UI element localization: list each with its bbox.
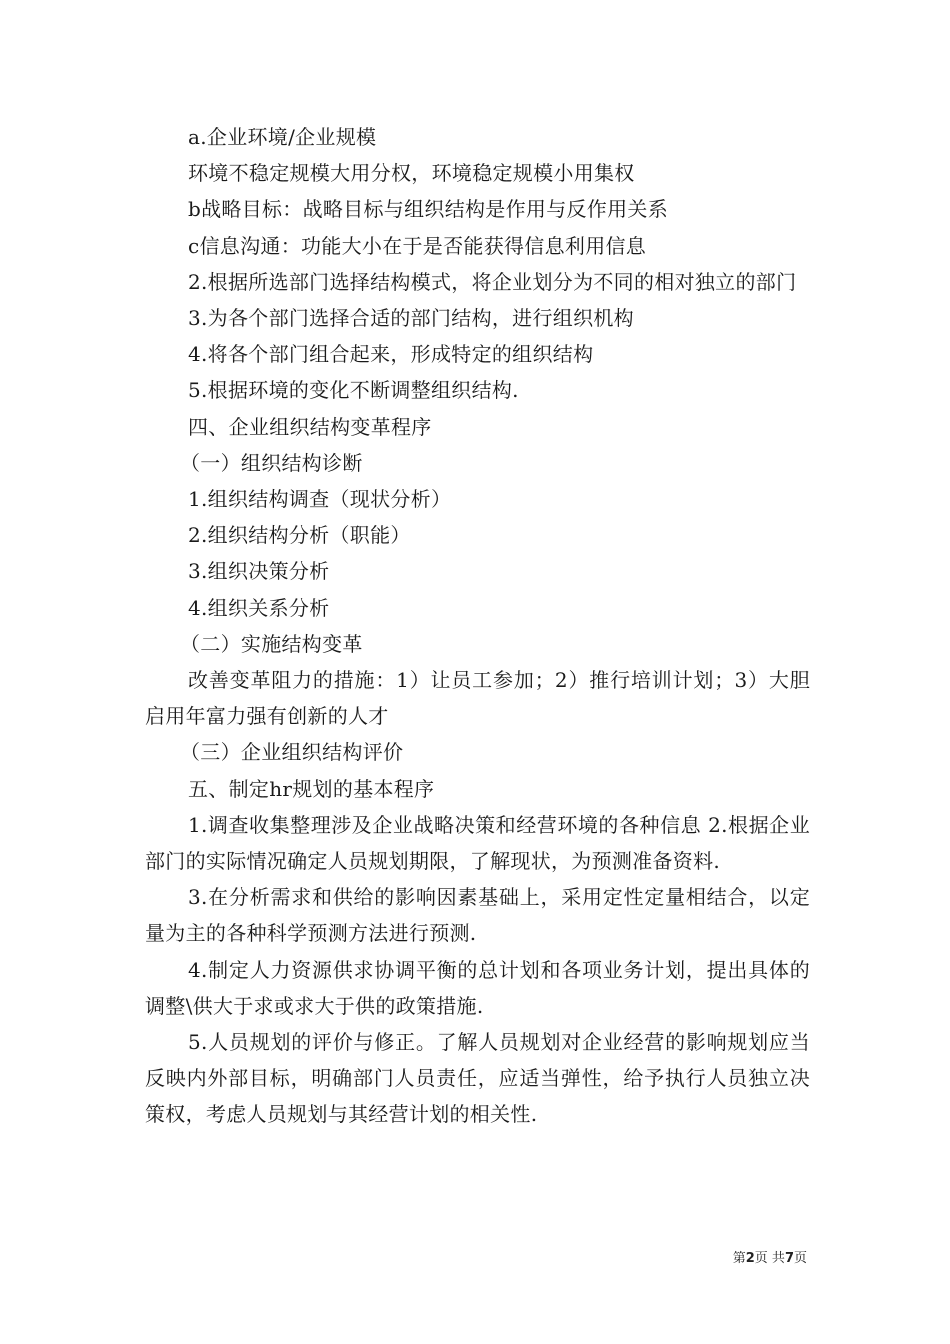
paragraph: （三）企业组织结构评价 [180,740,404,765]
paragraph: 3.组织决策分析 [188,559,330,584]
paragraph: （二）实施结构变革 [180,631,363,656]
page-footer [733,1247,807,1266]
paragraph: 4.将各个部门组合起来，形成特定的组织结构 [188,342,594,367]
footer-suffix: 页 [793,1251,807,1266]
paragraph: 3.在分析需求和供给的影响因素基础上，采用定性定量相结合，以定量为主的各种科学预测方法进行预测. [145,885,810,946]
paragraph: 1.调查收集整理涉及企业战略决策和经营环境的各种信息 2.根据企业部门的实际情况确定人员规划期限，了解现状，为预测准备资料. [145,812,810,874]
paragraph: 2.根据所选部门选择结构模式，将企业划分为不同的相对独立的部门 [188,269,797,294]
footer-middle: 页 共 [754,1251,785,1266]
footer-prefix: 第 [732,1251,746,1266]
paragraph: （一）组织结构诊断 [180,450,363,475]
paragraph: 环境不稳定规模大用分权，环境稳定规模小用集权 [188,161,635,186]
paragraph: c信息沟通：功能大小在于是否能获得信息利用信息 [188,233,647,258]
paragraph: a.企业环境/企业规模 [188,125,377,149]
paragraph: 改善变革阻力的措施：1）让员工参加；2）推行培训计划；3）大胆启用年富力强有创新的人才 [145,668,810,729]
paragraph: 2.组织结构分析（职能） [188,523,411,548]
paragraph: 4.组织关系分析 [188,595,330,620]
current-page-number: 2 [745,1251,755,1266]
paragraph: 5.人员规划的评价与修正。了解人员规划对企业经营的影响规划应当反映内外部目标，明确部门人员责任，应适当弹性，给予执行人员独立决策权，考虑人员规划与其经营计划的相关性. [145,1030,810,1127]
paragraph: 四、企业组织结构变革程序 [188,414,432,439]
paragraph: 五、制定hr规划的基本程序 [188,776,435,801]
total-pages-number: 7 [784,1251,794,1266]
document-body [145,119,810,1133]
paragraph: 4.制定人力资源供求协调平衡的总计划和各项业务计划，提出具体的调整\供大于求或求大于供的政策措施. [145,957,810,1018]
paragraph: 5.根据环境的变化不断调整组织结构. [188,378,519,403]
paragraph: b战略目标：战略目标与组织结构是作用与反作用关系 [188,197,669,222]
paragraph: 3.为各个部门选择合适的部门结构，进行组织机构 [188,306,634,331]
paragraph: 1.组织结构调查（现状分析） [188,487,452,512]
